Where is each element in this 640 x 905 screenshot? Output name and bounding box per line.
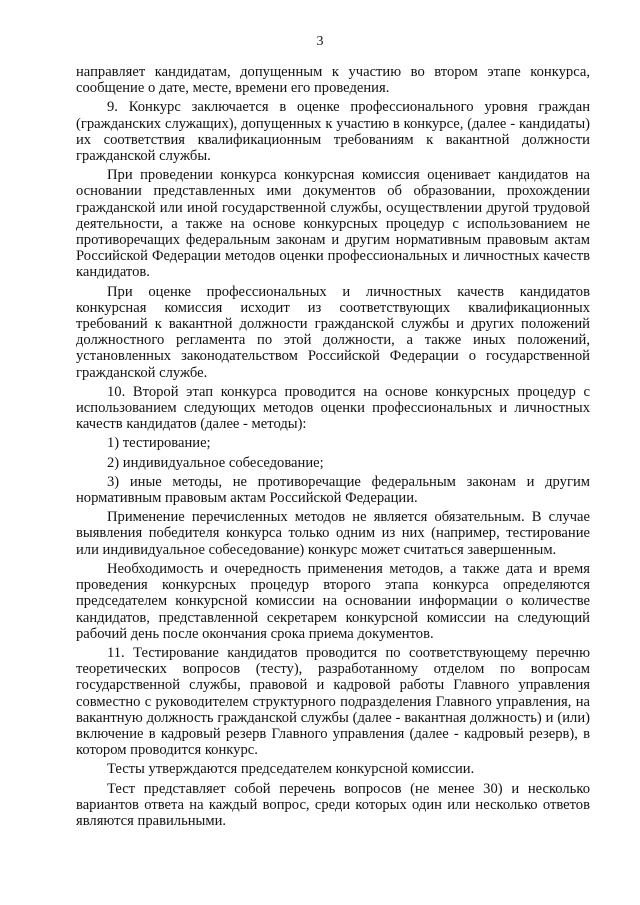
paragraph: направляет кандидатам, допущенным к участию во втором этапе конкурса, сообщение о дате, месте, времени его проведения.	[76, 64, 590, 97]
page-number: 3	[316, 34, 324, 49]
paragraph: При оценке профессиональных и личностных качеств кандидатов конкурсная комиссия исходит из соответствующих квалификационных требований к вакантной должности гражданской службы и других положений должностного регламента по этой должности, а также иных положений, установленных законодательством Российской Федерации о государственной гражданской службе.	[76, 283, 590, 381]
paragraph: Применение перечисленных методов не является обязательным. В случае выявления победителя конкурса только одним из них (например, тестирование или индивидуальное собеседование) конкурс может считаться завершенным.	[76, 509, 590, 558]
paragraph: 3) иные методы, не противоречащие федеральным законам и другим нормативным правовым актам Российской Федерации.	[76, 473, 590, 507]
document-body	[76, 64, 590, 832]
paragraph: 1) тестирование;	[107, 435, 211, 452]
paragraph: 9. Конкурс заключается в оценке профессионального уровня граждан (гражданских служащих), допущенных к участию в конкурсе, (далее - кандидаты) их соответствия квалификационным требованиям к вакантной должности гражданской службы.	[76, 99, 590, 165]
paragraph: Необходимость и очередность применения методов, а также дата и время проведения конкурсных процедур второго этапа конкурса определяются председателем конкурсной комиссии на основании информации о количестве кандидатов, представленной секретарем конкурсной комиссии на следующий рабочий день после окончания срока приема документов.	[76, 560, 590, 642]
paragraph: 10. Второй этап конкурса проводится на основе конкурсных процедур с использованием следующих методов оценки профессиональных и личностных качеств кандидатов (далее - методы):	[76, 383, 590, 433]
paragraph: Тест представляет собой перечень вопросов (не менее 30) и несколько вариантов ответа на каждый вопрос, среди которых один или несколько ответов являются правильными.	[76, 780, 590, 829]
paragraph: 2) индивидуальное собеседование;	[107, 454, 324, 471]
paragraph: При проведении конкурса конкурсная комиссия оценивает кандидатов на основании представленных ими документов об образовании, прохождении гражданской или иной государственной службы, осуществлении другой трудовой деятельности, а также на основе конкурсных процедур с использованием не противоречащих федеральным законам и другим нормативным правовым актам Российской Федерации методов оценки профессиональных и личностных качеств кандидатов.	[76, 167, 590, 281]
paragraph: Тесты утверждаются председателем конкурсной комиссии.	[107, 761, 475, 778]
paragraph: 11. Тестирование кандидатов проводится по соответствующему перечню теоретических вопросов (тесту), разработанному отделом по вопросам государственной службы, правовой и кадровой работы Главного управления совместно с руководителем структурного подразделения Главного управления, на вакантную должность гражданской службы (далее - вакантная должность) и (или) включение в кадровый резерв Главного управления (далее - кадровый резерв), в котором проводится конкурс.	[76, 644, 590, 759]
